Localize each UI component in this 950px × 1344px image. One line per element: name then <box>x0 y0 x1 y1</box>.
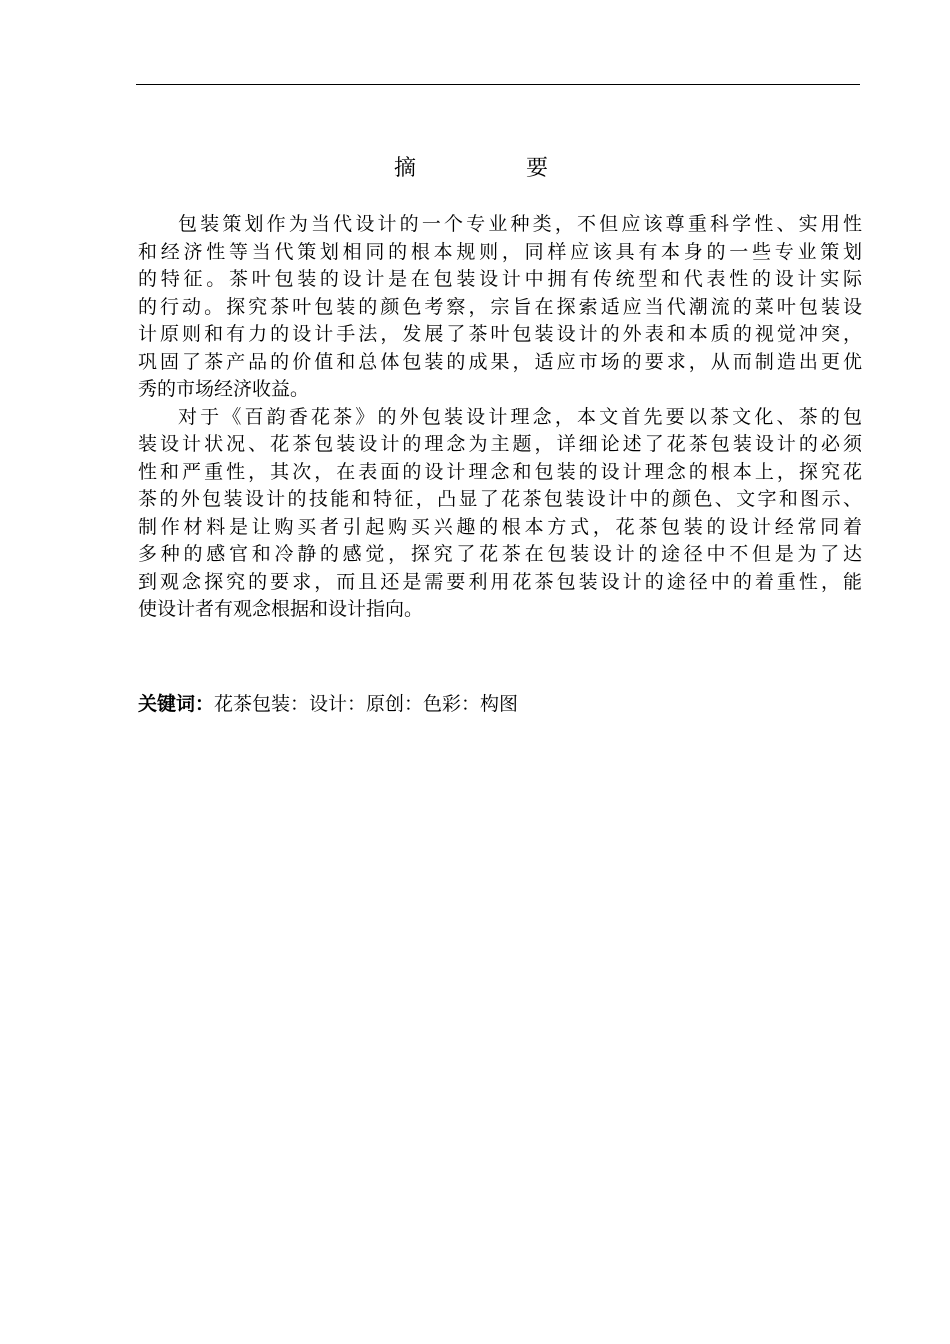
keywords-label: 关键词： <box>138 693 215 715</box>
abstract-line: 装设计状况、花茶包装设计的理念为主题，详细论述了花茶包装设计的必须 <box>138 433 862 455</box>
abstract-line: 的行动。探究茶叶包装的颜色考察，宗旨在探索适应当代潮流的菜叶包装设 <box>138 295 862 318</box>
abstract-line: 性和严重性，其次，在表面的设计理念和包装的设计理念的根本上，探究花 <box>138 460 862 483</box>
abstract-line: 使设计者有观念根据和设计指向。 <box>138 598 424 620</box>
abstract-line: 计原则和有力的设计手法，发展了茶叶包装设计的外表和本质的视觉冲突， <box>138 323 862 345</box>
abstract-body <box>138 211 862 624</box>
keywords-value: 花茶包装：设计：原创：色彩：构图 <box>214 693 519 715</box>
abstract-line: 制作材料是让购买者引起购买兴趣的根本方式，花茶包装的设计经常同着 <box>138 515 862 538</box>
keywords-row <box>138 690 518 718</box>
abstract-line: 多种的感官和冷静的感觉，探究了花茶在包装设计的途径中不但是为了达 <box>138 543 862 565</box>
abstract-line: 包装策划作为当代设计的一个专业种类，不但应该尊重科学性、实用性 <box>178 213 862 235</box>
abstract-line: 和经济性等当代策划相同的根本规则，同样应该具有本身的一些专业策划 <box>138 240 862 263</box>
abstract-line: 茶的外包装设计的技能和特征，凸显了花茶包装设计中的颜色、文字和图示、 <box>138 488 862 510</box>
header-rule <box>136 84 860 85</box>
page-title: 摘 要 <box>393 156 592 181</box>
abstract-line: 到观念探究的要求，而且还是需要利用花茶包装设计的途径中的着重性，能 <box>138 570 862 593</box>
abstract-line: 巩固了茶产品的价值和总体包装的成果，适应市场的要求，从而制造出更优 <box>138 350 862 373</box>
abstract-line: 的特征。茶叶包装的设计是在包装设计中拥有传统型和代表性的设计实际 <box>138 268 862 290</box>
abstract-line: 秀的市场经济收益。 <box>138 378 310 400</box>
abstract-line: 对于《百韵香花茶》的外包装设计理念，本文首先要以茶文化、茶的包 <box>178 405 862 428</box>
